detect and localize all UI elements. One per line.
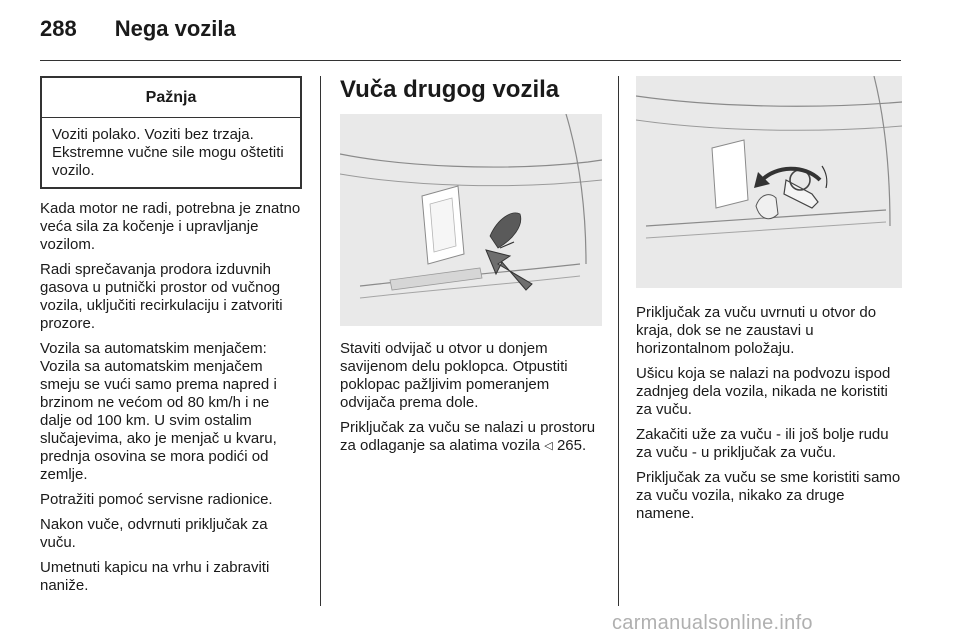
right-paragraphs xyxy=(636,304,902,523)
towing-eye-illustration xyxy=(636,76,902,288)
middle-paragraphs xyxy=(340,340,602,456)
paragraph: Vozila sa automatskim menjačem: Vozila sa automatskim menjačem smeju se vući samo prema napred i brzinom ne većom od 80 km/h i ne dalje od 100 km. U svim ostalim slučajevima, ako je menjač u kvaru, prednja osovina se mora podići od zemlje. xyxy=(40,340,277,483)
page-reference: 265. xyxy=(556,437,587,454)
paragraph: Priključak za vuču se sme koristiti samo za vuču vozila, nikako za druge namene. xyxy=(636,469,901,522)
paragraph: Umetnuti kapicu na vrhu i zabraviti naniže. xyxy=(40,559,270,594)
left-column xyxy=(40,76,302,602)
left-paragraphs xyxy=(40,200,302,595)
paragraph-text: Priključak za vuču se nalazi u prostoru za odlaganje sa alatima vozila xyxy=(340,419,596,454)
paragraph: Radi sprečavanja prodora izduvnih gasova u putnički prostor od vučnog vozila, uključiti recirkulaciju i zatvoriti prozore. xyxy=(40,261,283,332)
middle-column xyxy=(340,76,602,463)
paragraph: Staviti odvijač u otvor u donjem savijenom delu poklopca. Otpustiti poklopac pažljivim pomeranjem odvijača prema dole. xyxy=(340,340,568,411)
caution-title: Pažnja xyxy=(42,78,300,118)
page-number: 288 xyxy=(40,16,77,41)
column-divider-left xyxy=(320,76,321,606)
caution-text: Voziti polako. Voziti bez trzaja. Ekstremne vučne sile mogu oštetiti vozilo. xyxy=(52,126,284,179)
page-header xyxy=(40,16,236,50)
caution-box xyxy=(40,76,302,189)
paragraph: Priključak za vuču uvrnuti u otvor do kraja, dok se ne zaustavi u horizontalnom položaju. xyxy=(636,304,877,357)
paragraph: Ušicu koja se nalazi na podvozu ispod zadnjeg dela vozila, nikada ne koristiti za vuču. xyxy=(636,365,891,418)
bumper-cover-illustration xyxy=(340,114,602,326)
paragraph: Potražiti pomoć servisne radionice. xyxy=(40,491,273,508)
paragraph: Zakačiti uže za vuču - ili još bolje rudu za vuču - u priključak za vuču. xyxy=(636,426,889,461)
paragraph: Nakon vuče, odvrnuti priključak za vuču. xyxy=(40,516,268,551)
watermark: carmanualsonline.info xyxy=(612,612,813,634)
section-title: Vuča drugog vozila xyxy=(340,76,560,103)
paragraph: Kada motor ne radi, potrebna je znatno veća sila za kočenje i upravljanje vozilom. xyxy=(40,200,301,253)
right-column xyxy=(636,76,902,530)
column-divider-right xyxy=(618,76,619,606)
header-divider xyxy=(40,60,901,61)
page-title: Nega vozila xyxy=(114,16,236,41)
paragraph-with-reference xyxy=(340,419,602,456)
page-reference-arrow-icon: ◁ xyxy=(544,440,553,452)
